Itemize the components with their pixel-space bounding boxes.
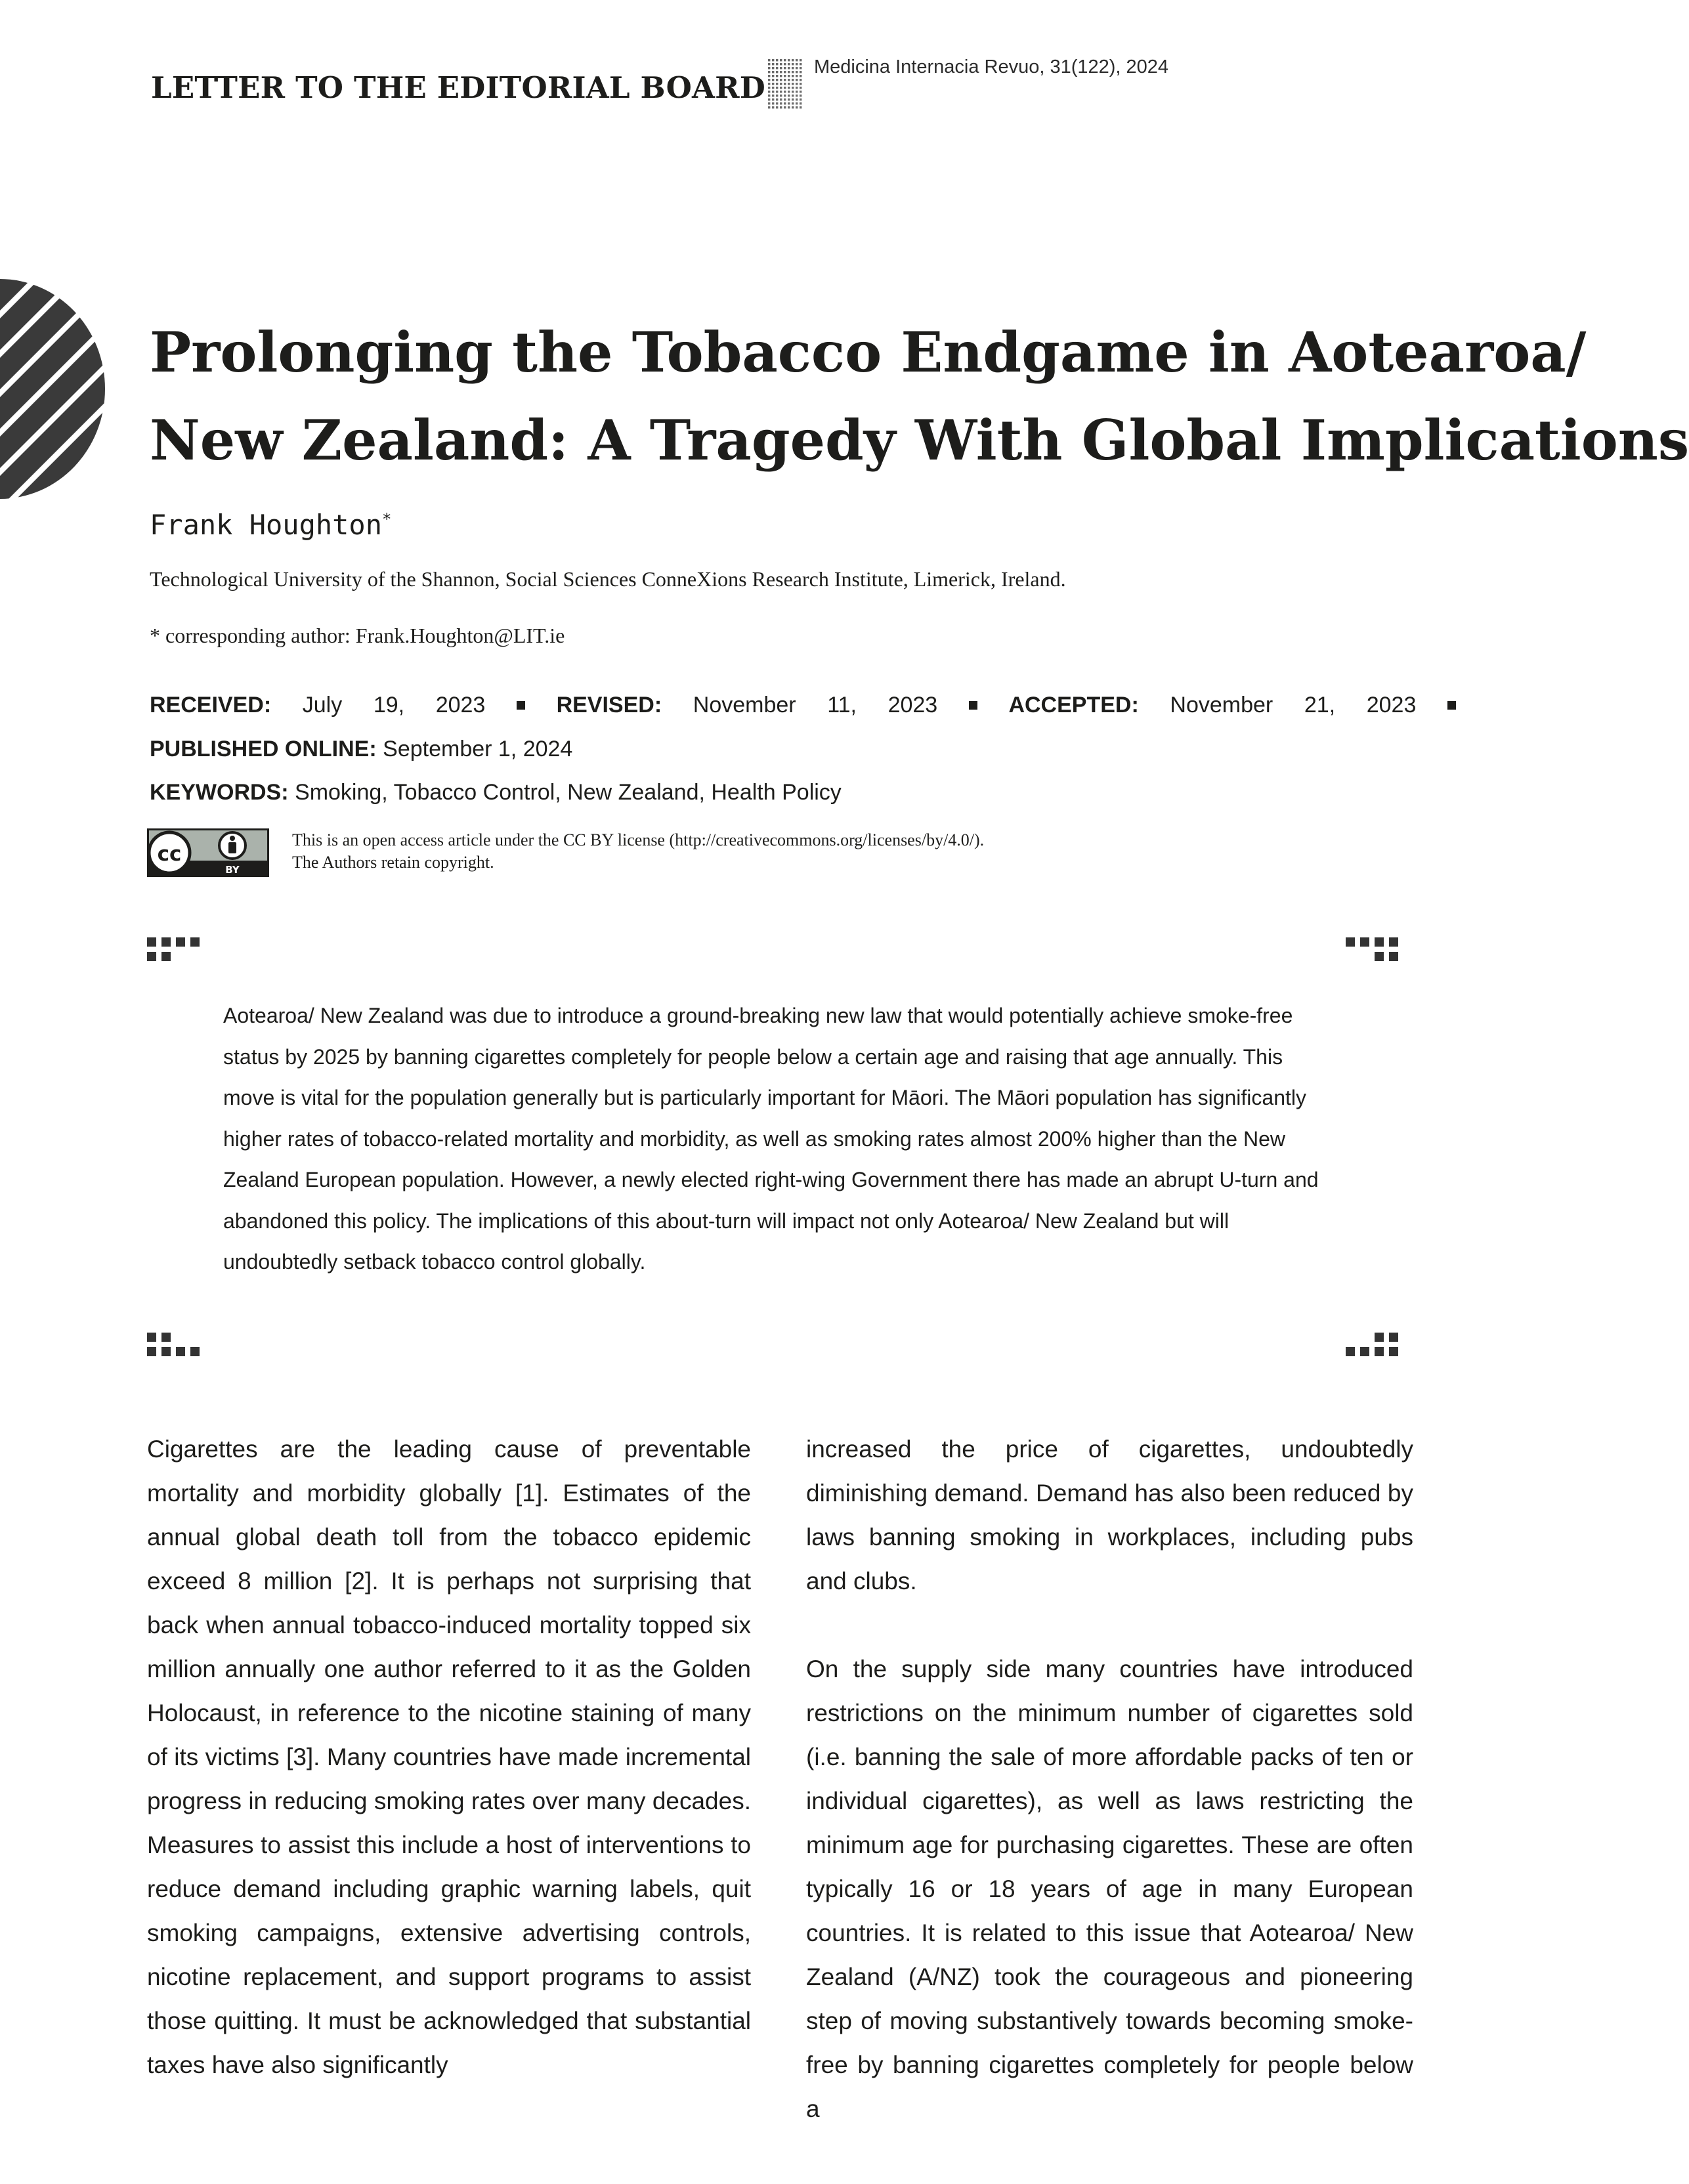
received-day: 19, [373, 693, 405, 717]
abstract-text: Aotearoa/ New Zealand was due to introduce a ground-breaking new law that would potentially achieve smoke-free status by 2025 by banning cigarettes completely for people below a certain age and raising that age annually. This move is vital for the population generally but is particularly important for Māori. The Māori population has significantly higher rates of tobacco-related mortality and morbidity, as well as smoking rates almost 200% higher than the New Zealand European population. However, a newly elected right-wing Government there has made an abrupt U-turn and abandoned this policy. The implications of this about-turn will impact not only Aotearoa/ New Zealand but will undoubtedly setback tobacco control globally. [223, 1004, 1319, 1274]
body-paragraph: Cigarettes are the leading cause of preventable mortality and morbidity globally [1]. Estimates of the annual global death toll from the tobacco epidemic exceed 8 million [2]. It is perhaps not surprising that back when annual tobacco-induced mortality topped six million annually one author referred to it as the Golden Holocaust, in reference to the nicotine staining of many of its victims [3]. Many countries have made incremental progress in reducing smoking rates over many decades. Measures to assist this include a host of interventions to reduce demand including graphic warning labels, quit smoking campaigns, extensive advertising controls, nicotine replacement, and support programs to assist those quitting. It must be acknowledged that substantial taxes have also significantly [147, 1436, 751, 2078]
body-column-right [806, 1427, 1413, 2131]
author-affiliation: Technological University of the Shannon, Social Sciences ConneXions Research Institute, Limerick, Ireland. [150, 567, 1066, 591]
by-badge-text: BY [225, 864, 240, 876]
corresponding-author: * corresponding author: Frank.Houghton@LIT.ie [150, 624, 565, 647]
corner-ornament-icon [147, 937, 217, 972]
decorative-stripe-icon [0, 279, 105, 499]
keywords [150, 780, 842, 805]
published-value: September 1, 2024 [383, 737, 573, 761]
received-label: RECEIVED: [150, 693, 272, 717]
received-year: 2023 [435, 693, 486, 717]
published-online [150, 737, 572, 762]
corner-ornament-icon [147, 1333, 217, 1367]
license-line-2: The Authors retain copyright. [292, 853, 494, 872]
article-dates [150, 693, 1456, 718]
author-name-text: Frank Houghton [150, 509, 383, 541]
separator-square-icon [517, 701, 525, 710]
keywords-value: Smoking, Tobacco Control, New Zealand, Health Policy [295, 780, 842, 805]
received-month: July [302, 693, 343, 717]
separator-square-icon [969, 701, 977, 710]
body-paragraph: increased the price of cigarettes, undoubtedly diminishing demand. Demand has also been reduced by laws banning smoking in workplaces, including pubs and clubs. [806, 1436, 1413, 1595]
revised-label: REVISED: [556, 693, 662, 717]
author-footnote-mark: * [382, 510, 392, 528]
separator-square-icon [1447, 701, 1456, 710]
cc-by-license-badge-icon [147, 828, 269, 877]
accepted-label: ACCEPTED: [1008, 693, 1139, 717]
author-name [150, 509, 391, 541]
corner-ornament-icon [1346, 937, 1415, 972]
accepted-year: 2023 [1366, 693, 1417, 717]
section-label: LETTER TO THE EDITORIAL BOARD [151, 70, 765, 105]
journal-reference: Medicina Internacia Revuo, 31(122), 2024 [814, 56, 1169, 77]
keywords-label: KEYWORDS: [150, 780, 289, 805]
article-title-line-1: Prolonging the Tobacco Endgame in Aotearoa/ [150, 320, 1587, 385]
body-paragraph: On the supply side many countries have introduced restrictions on the minimum number of cigarettes sold (i.e. banning the sale of more affordable packs of ten or individual cigarettes), as well as laws restricting the minimum age for purchasing cigarettes. These are often typically 16 or 18 years of age in many European countries. It is related to this issue that Aotearoa/ New Zealand (A/NZ) took the courageous and pioneering step of moving substantively towards becoming smoke-free by banning cigarettes completely for people below a [806, 1656, 1413, 2122]
license-line-1: This is an open access article under the CC BY license (http://creativecommons.org/licenses/by/4.0/). [292, 830, 985, 849]
body-column-left [147, 1427, 751, 2087]
corner-ornament-icon [1346, 1333, 1415, 1367]
article-title [150, 309, 1689, 484]
published-label: PUBLISHED ONLINE: [150, 737, 377, 761]
accepted-day: 21, [1304, 693, 1336, 717]
revised-month: November [693, 693, 796, 717]
journal-dot-grid-icon [768, 59, 803, 110]
revised-year: 2023 [887, 693, 938, 717]
accepted-month: November [1170, 693, 1273, 717]
license-note [292, 829, 984, 874]
article-title-line-2: New Zealand: A Tragedy With Global Implications [150, 408, 1689, 473]
revised-day: 11, [827, 693, 857, 717]
cc-badge-text: cc [157, 842, 182, 866]
